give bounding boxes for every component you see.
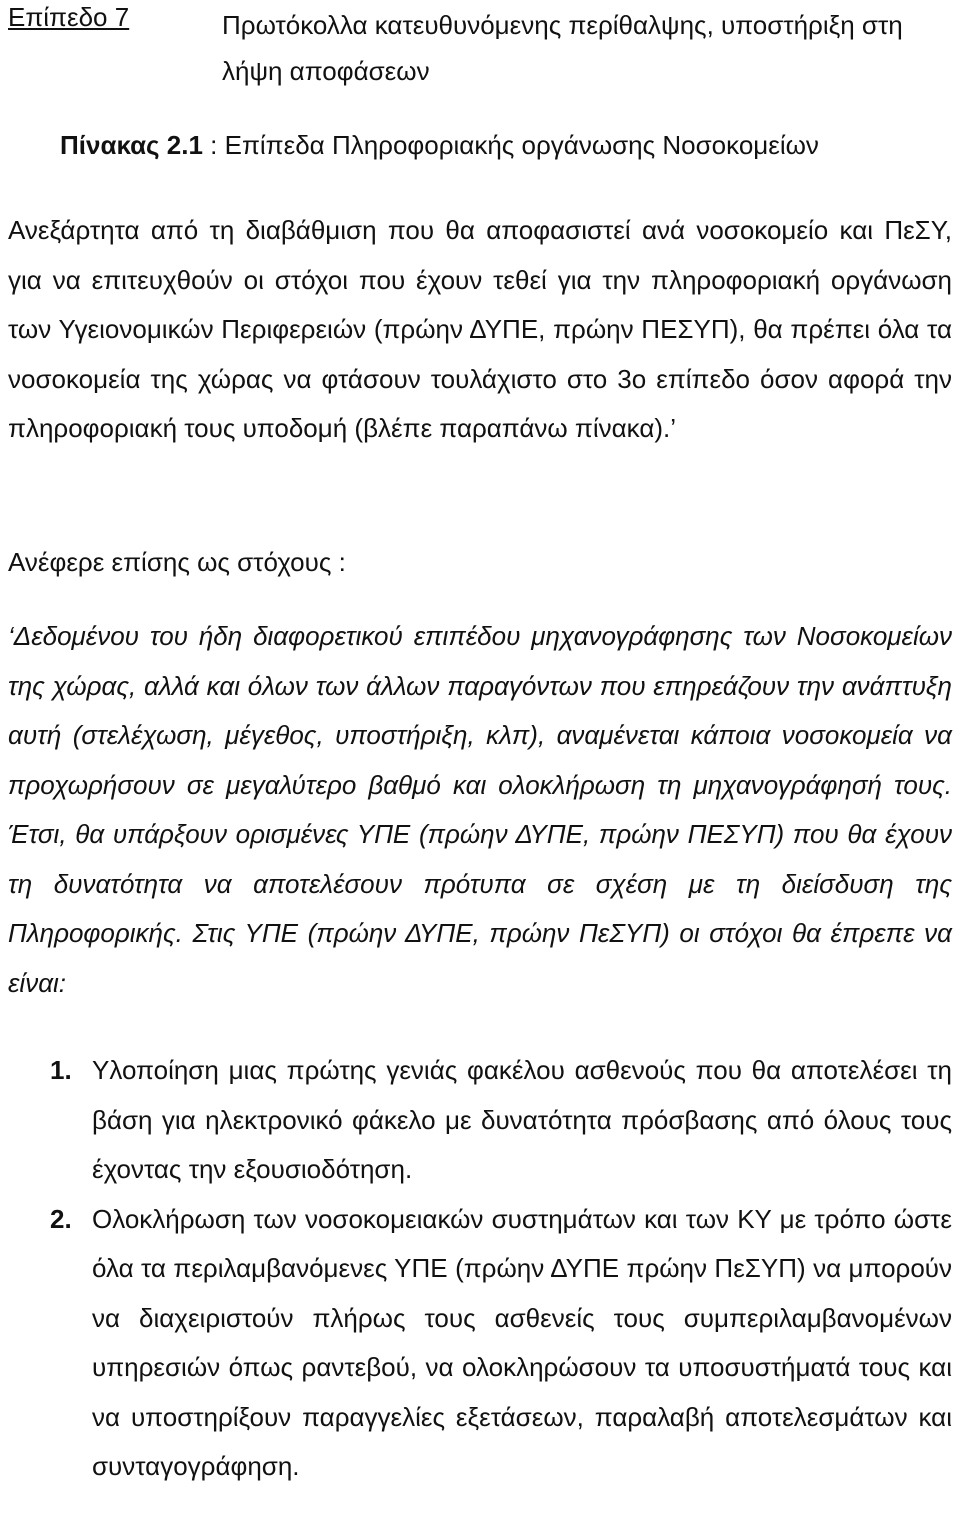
goals-list bbox=[8, 1046, 952, 1492]
list-item-number: 1. bbox=[50, 1055, 72, 1085]
table-caption bbox=[60, 128, 819, 162]
list-item-text: Υλοποίηση μιας πρώτης γενιάς φακέλου ασθενούς που θα αποτελέσει τη βάση για ηλεκτρονικό φάκελο με δυνατότητα πρόσβασης από όλους τους έχοντας την εξουσιοδότηση. bbox=[92, 1055, 952, 1184]
paragraph-intro: Ανεξάρτητα από τη διαβάθμιση που θα αποφασιστεί ανά νοσοκομείο και ΠεΣΥ, για να επιτευχθούν οι στόχοι που έχουν τεθεί για την πληροφοριακή οργάνωση των Υγειονομικών Περιφερειών (πρώην ΔΥΠΕ, πρώην ΠΕΣΥΠ), θα πρέπει όλα τα νοσοκομεία της χώρας να φτάσουν τουλάχιστο στο 3ο επίπεδο όσον αφορά την πληροφοριακή τους υποδομή (βλέπε παραπάνω πίνακα).’ bbox=[8, 215, 952, 443]
list-item-text: Ολοκλήρωση των νοσοκομειακών συστημάτων και των ΚΥ με τρόπο ώστε όλα τα περιλαμβανόμενες ΥΠΕ (πρώην ΔΥΠΕ πρώην ΠεΣΥΠ) να μπορούν να διαχειριστούν πλήρως τους ασθενείς τους συμπεριλαμβανομένων υπηρεσιών όπως ραντεβού, να ολοκληρώσουν τα υποσυστήματά τους και να υποστηρίξουν παραγγελίες εξετάσεων, παραλαβή αποτελεσμάτων και συνταγογράφηση. bbox=[92, 1203, 952, 1481]
list-item-number: 2. bbox=[50, 1203, 72, 1234]
list-item bbox=[8, 1046, 952, 1195]
paragraph-goals-intro: Ανέφερε επίσης ως στόχους : bbox=[8, 547, 346, 577]
table-caption-title: : Επίπεδα Πληροφοριακής οργάνωσης Νοσοκομείων bbox=[202, 130, 819, 160]
list-item bbox=[8, 1195, 952, 1492]
paragraph-quote: ‘Δεδομένου του ήδη διαφορετικού επιπέδου μηχανογράφησης των Νοσοκομείων της χώρας, αλλά και όλων των άλλων παραγόντων που επηρεάζουν την ανάπτυξη αυτή (στελέχωση, μέγεθος, υποστήριξη, κλπ), αναμένεται κάποια νοσοκομεία να προχωρήσουν σε μεγαλύτερο βαθμό και ολοκλήρωση τη μηχανογράφησή τους. Έτσι, θα υπάρξουν ορισμένες ΥΠΕ (πρώην ΔΥΠΕ, πρώην ΠΕΣΥΠ) που θα έχουν τη δυνατότητα να αποτελέσουν πρότυπα σε σχέση με τη διείσδυση της Πληροφορικής. Στις ΥΠΕ (πρώην ΔΥΠΕ, πρώην ΠεΣΥΠ) οι στόχοι θα έπρεπε να είναι: bbox=[8, 621, 952, 998]
level-label: Επίπεδο 7 bbox=[8, 2, 130, 32]
level-row bbox=[8, 0, 952, 90]
table-caption-number: Πίνακας 2.1 bbox=[60, 130, 203, 160]
level-description: Πρωτόκολλα κατευθυνόμενης περίθαλψης, υποστήριξη στη λήψη αποφάσεων bbox=[222, 10, 903, 86]
document-page bbox=[8, 0, 952, 1481]
